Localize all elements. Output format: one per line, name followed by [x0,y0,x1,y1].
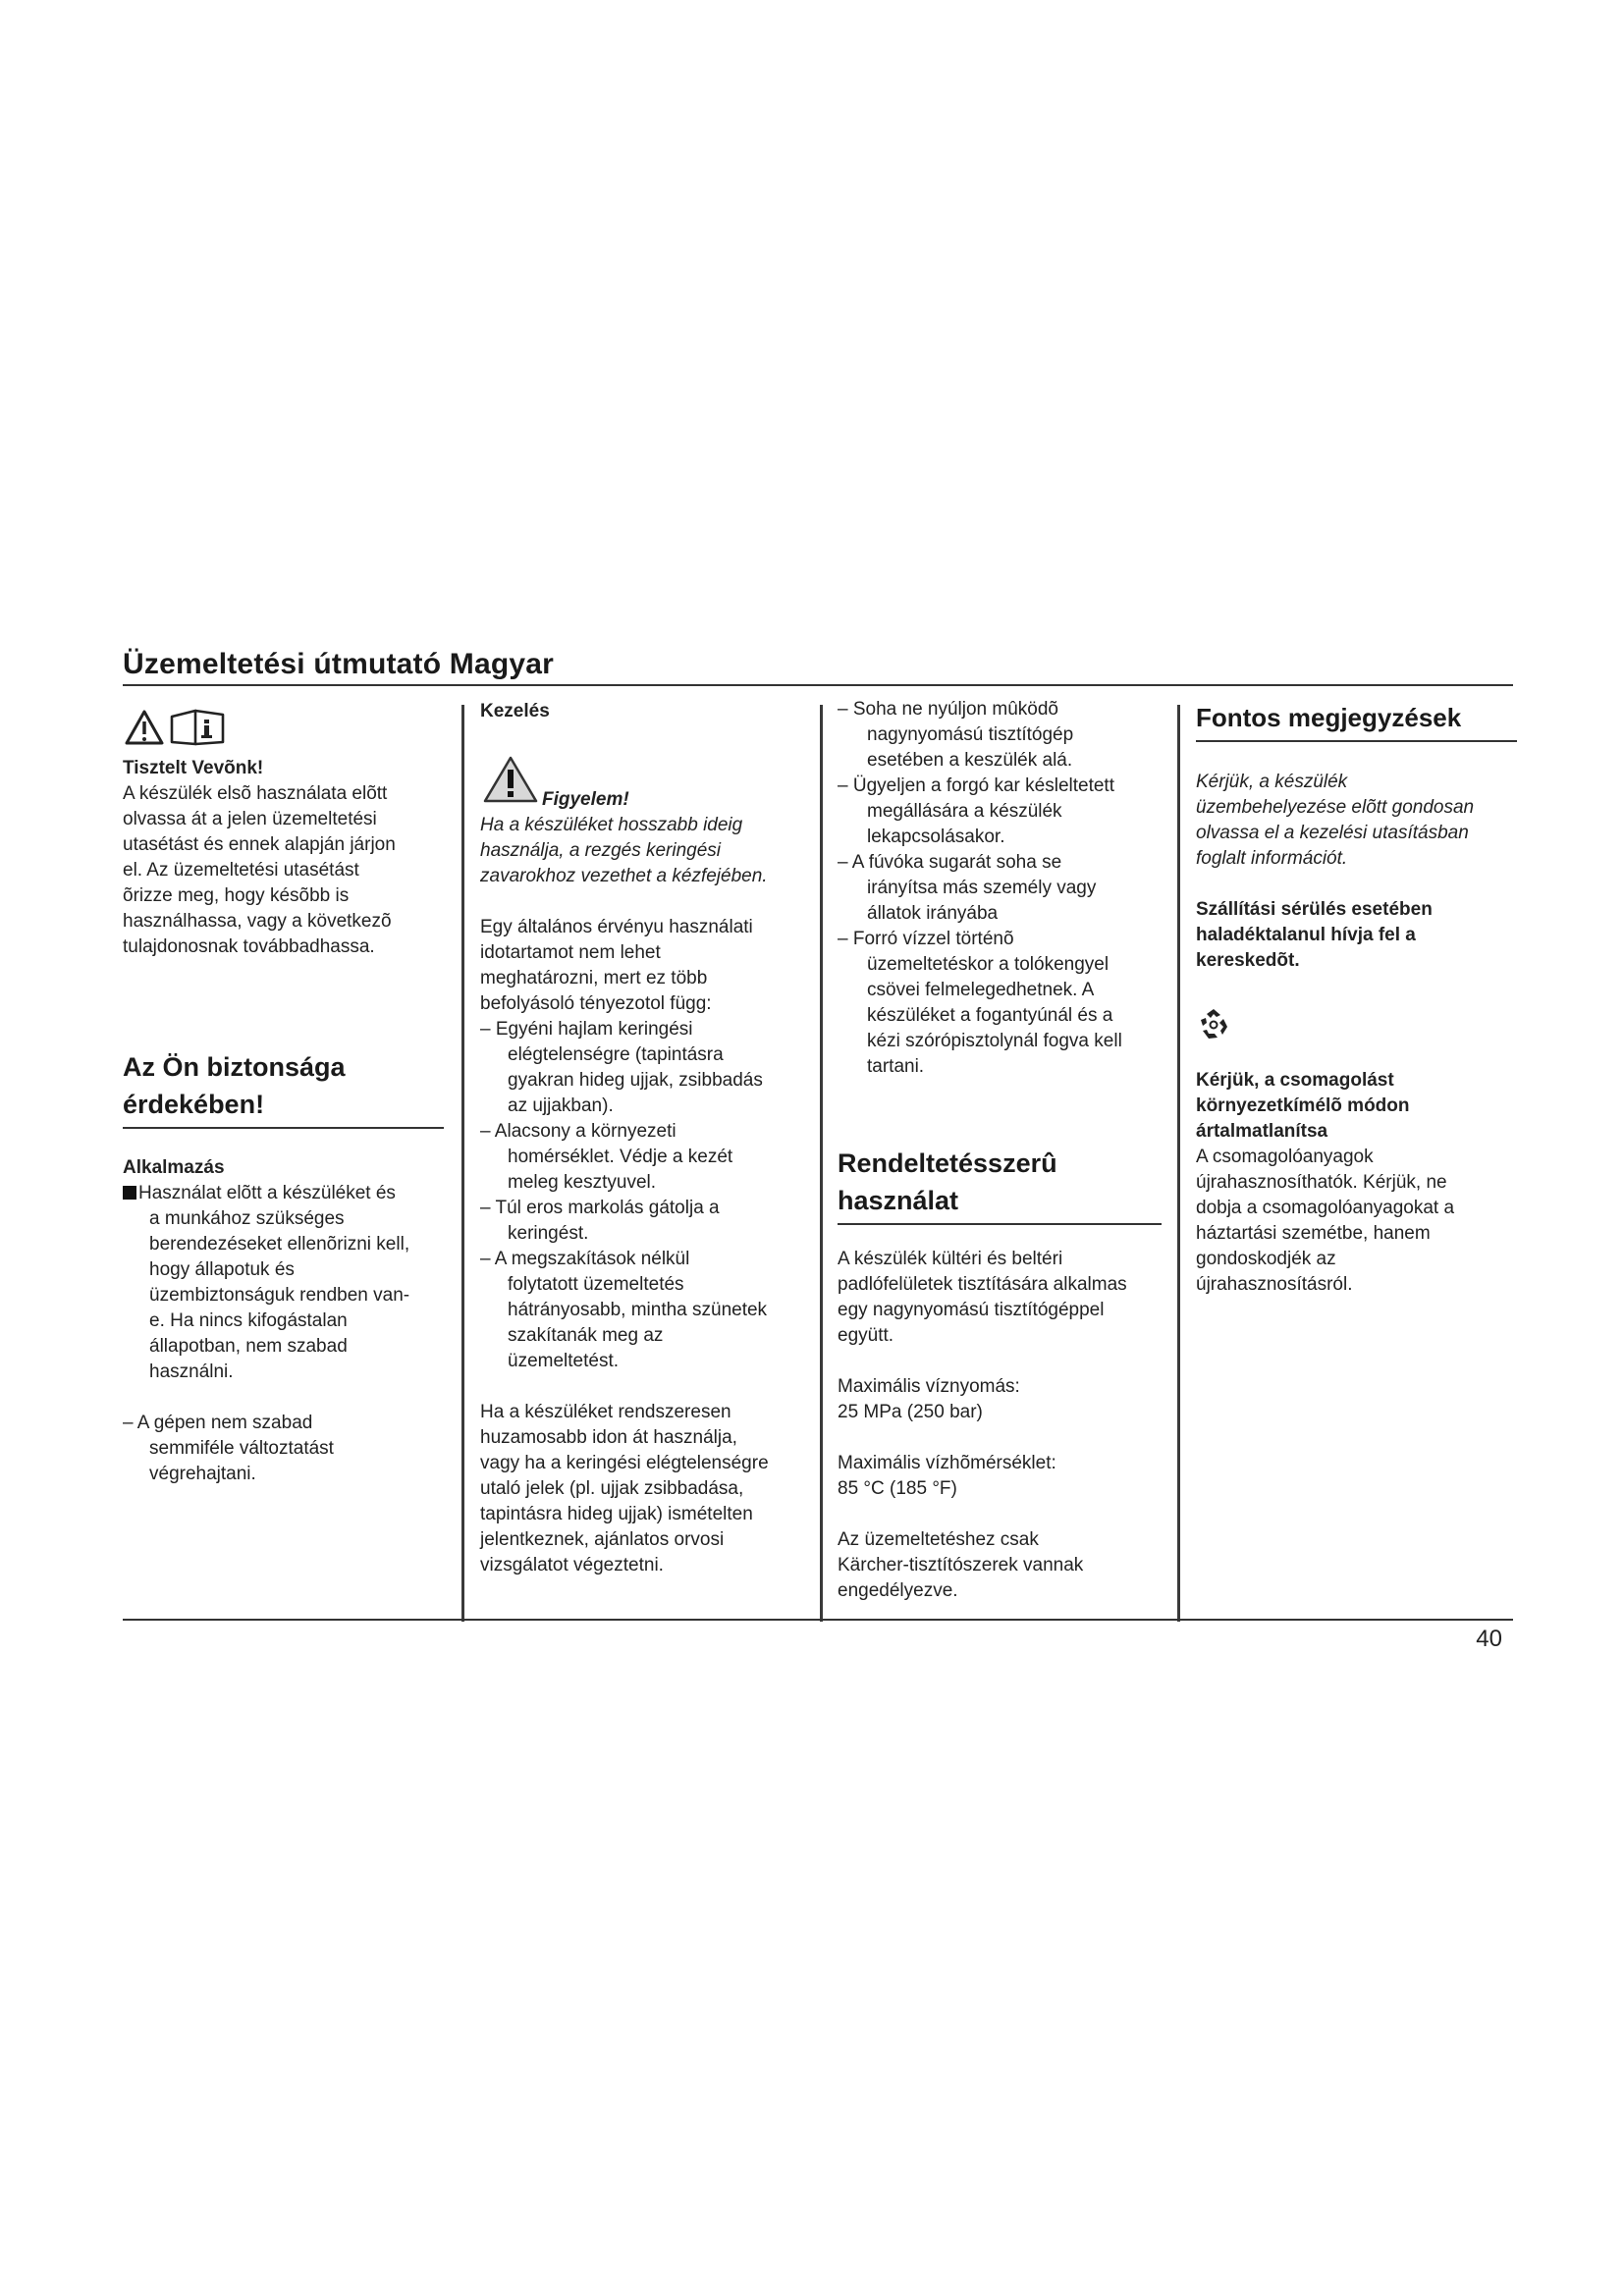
column-3-list [838,697,1171,1080]
recycling-line: A csomagolóanyagok [1196,1147,1374,1167]
important-notes-title: Fontos megjegyzések [1196,703,1462,732]
list-item-cont: hátrányosabb, mintha szünetek [508,1300,768,1320]
list-item-cont: meleg kesztyuvel. [508,1172,657,1193]
intro-line: használhassa, vagy a következõ [123,911,392,932]
intro-line: el. Az üzemeltetési utasétást [123,860,359,881]
note-line: Kérjük, a készülék [1196,772,1348,792]
column-3-body [838,1247,1171,1604]
paragraph-line: együtt. [838,1325,894,1346]
greeting: Tisztelt Vevõnk! [123,758,264,778]
list-item-cont: elégtelenségre (tapintásra [508,1044,724,1065]
warning-line: használja, a rezgés keringési [480,840,722,861]
recycle-icon [1197,1006,1230,1041]
recycling-line: gondoskodjék az [1196,1249,1336,1269]
column-divider [461,705,464,1622]
bullet-line: e. Ha nincs kifogástalan [149,1310,348,1331]
paragraph-line: utaló jelek (pl. ujjak zsibbadása, [480,1478,744,1499]
list-item-cont: állatok irányába [867,903,999,924]
list-item-cont: üzemeltetéskor a tolókengyel [867,954,1110,975]
column-1 [123,756,447,960]
application-section [123,1155,447,1487]
list-item-cont: üzemeltetést. [508,1351,619,1371]
paragraph-line: engedélyezve. [838,1580,958,1601]
list-item-cont: tartani. [867,1056,925,1077]
note-line: olvassa el a kezelési utasításban [1196,823,1469,843]
list-item-cont: irányítsa más személy vagy [867,878,1097,898]
safety-heading-line: Az Ön biztonsága [123,1052,346,1082]
paragraph-line: Kärcher-tisztítószerek vannak [838,1555,1084,1575]
list-item-cont: csövei felmelegedhetnek. A [867,980,1095,1000]
intro-line: A készülék elsõ használata elõtt [123,783,388,804]
paragraph-line: A készülék kültéri és beltéri [838,1249,1063,1269]
operation-heading: Kezelés [480,701,550,721]
list-item-cont: keringést. [508,1223,589,1244]
pressure-value: 25 MPa (250 bar) [838,1402,983,1422]
list-item-cont: szakítanák meg az [508,1325,664,1346]
top-rule [123,684,1513,686]
paragraph-line: vagy ha a keringési elégtelenségre [480,1453,769,1473]
column-2 [480,787,814,1578]
bullet-line: üzembiztonságuk rendben van- [149,1285,410,1306]
intro-line: utasétást és ennek alapján járjon [123,834,396,855]
bottom-rule [123,1619,1513,1621]
paragraph-line: Az üzemeltetéshez csak [838,1529,1039,1550]
subheading-application: Alkalmazás [123,1157,225,1178]
recycling-line: újrahasznosíthatók. Kérjük, ne [1196,1172,1447,1193]
recycling-line: dobja a csomagolóanyagokat a [1196,1198,1455,1218]
list-item-cont: nagynyomású tisztítógép [867,724,1074,745]
recycling-line: újrahasznosításról. [1196,1274,1353,1295]
recycling-section [1196,1068,1520,1298]
intended-use-heading [838,1145,1162,1225]
list-item: – Egyéni hajlam keringési [480,1019,693,1040]
column-divider [820,705,823,1622]
bullet-line: berendezéseket ellenõrizni kell, [149,1234,410,1255]
warning-triangle-icon [124,709,165,746]
list-item: – Alacsony a környezeti [480,1121,677,1142]
page-title: Üzemeltetési útmutató Magyar [123,648,555,680]
bullet-line: használni. [149,1362,234,1382]
list-item: – A megszakítások nélkül [480,1249,690,1269]
square-bullet-icon [123,1186,136,1200]
recycling-heading-line: Kérjük, a csomagolást [1196,1070,1394,1091]
paragraph-line: Ha a készüléket rendszeresen [480,1402,731,1422]
read-manual-icon [168,707,227,748]
paragraph-line: padlófelületek tisztítására alkalmas [838,1274,1127,1295]
list-item-cont: esetében a keszülék alá. [867,750,1073,771]
transport-damage-line: kereskedõt. [1196,950,1300,971]
paragraph-line: tapintásra hideg ujjak) ismételten [480,1504,753,1524]
recycling-heading-line: ártalmatlanítsa [1196,1121,1328,1142]
heading-underline [123,1127,444,1129]
dash-line: semmiféle változtatást [149,1438,334,1459]
recycling-line: háztartási szemétbe, hanem [1196,1223,1431,1244]
transport-damage-line: haladéktalanul hívja fel a [1196,925,1416,945]
bullet-line: állapotban, nem szabad [149,1336,348,1357]
column-divider [1177,705,1180,1622]
safety-heading [123,1048,444,1129]
intro-line: õrizze meg, hogy késõbb is [123,885,350,906]
list-item: – Túl eros markolás gátolja a [480,1198,720,1218]
paragraph-line: meghatározni, mert ez több [480,968,708,988]
note-line: foglalt információt. [1196,848,1348,869]
list-item-cont: lekapcsolásakor. [867,827,1005,847]
list-item-cont: megállására a készülék [867,801,1062,822]
list-item-cont: kézi szórópisztolynál fogva kell [867,1031,1122,1051]
bullet-line: Használat elõtt a készüléket és [138,1183,396,1203]
safety-heading-line: érdekében! [123,1090,265,1119]
transport-damage-line: Szállítási sérülés esetében [1196,899,1433,920]
list-item: – Forró vízzel történõ [838,929,1014,949]
warning-line: zavarokhoz vezethet a kézfejében. [480,866,768,886]
warning-line: Ha a készüléket hosszabb ideig [480,815,743,835]
dash-line: végrehajtani. [149,1464,256,1484]
list-item-cont: homérséklet. Védje a kezét [508,1147,733,1167]
intro-line: tulajdonosnak továbbadhassa. [123,936,375,957]
intended-use-heading-line: Rendeltetésszerû [838,1148,1057,1178]
heading-underline [838,1223,1162,1225]
list-item-cont: az ujjakban). [508,1095,614,1116]
bullet-line: a munkához szükséges [149,1208,345,1229]
column-4 [1196,770,1520,974]
column-2-heading [480,699,804,724]
paragraph-line: idotartamot nem lehet [480,942,661,963]
intended-use-heading-line: használat [838,1186,959,1215]
paragraph-line: jelentkeznek, ajánlatos orvosi [480,1529,725,1550]
list-item: – Ügyeljen a forgó kar késleltetett [838,775,1114,796]
paragraph-line: huzamosabb idon át használja, [480,1427,737,1448]
paragraph-line: Egy általános érvényu használati [480,917,753,937]
bullet-line: hogy állapotuk és [149,1259,295,1280]
recycling-heading-line: környezetkímélõ módon [1196,1095,1410,1116]
list-item: – A fúvóka sugarát soha se [838,852,1062,873]
list-item: – Soha ne nyúljon mûködõ [838,699,1058,720]
page-number: 40 [1476,1626,1502,1652]
paragraph-line: vizsgálatot végeztetni. [480,1555,664,1575]
list-item-cont: készüléket a fogantyúnál és a [867,1005,1113,1026]
temperature-label: Maximális vízhõmérséklet: [838,1453,1056,1473]
warning-title: Figyelem! [542,789,629,810]
paragraph-line: befolyásoló tényezotol függ: [480,993,712,1014]
list-item-cont: gyakran hideg ujjak, zsibbadás [508,1070,763,1091]
temperature-value: 85 °C (185 °F) [838,1478,957,1499]
important-notes-heading [1196,699,1517,742]
pressure-label: Maximális víznyomás: [838,1376,1020,1397]
list-item-cont: folytatott üzemeltetés [508,1274,684,1295]
dash-line: – A gépen nem szabad [123,1413,313,1433]
intro-line: olvassa át a jelen üzemeltetési [123,809,377,829]
note-line: üzembehelyezése elõtt gondosan [1196,797,1475,818]
paragraph-line: egy nagynyomású tisztítógéppel [838,1300,1105,1320]
heading-underline [1196,740,1517,742]
